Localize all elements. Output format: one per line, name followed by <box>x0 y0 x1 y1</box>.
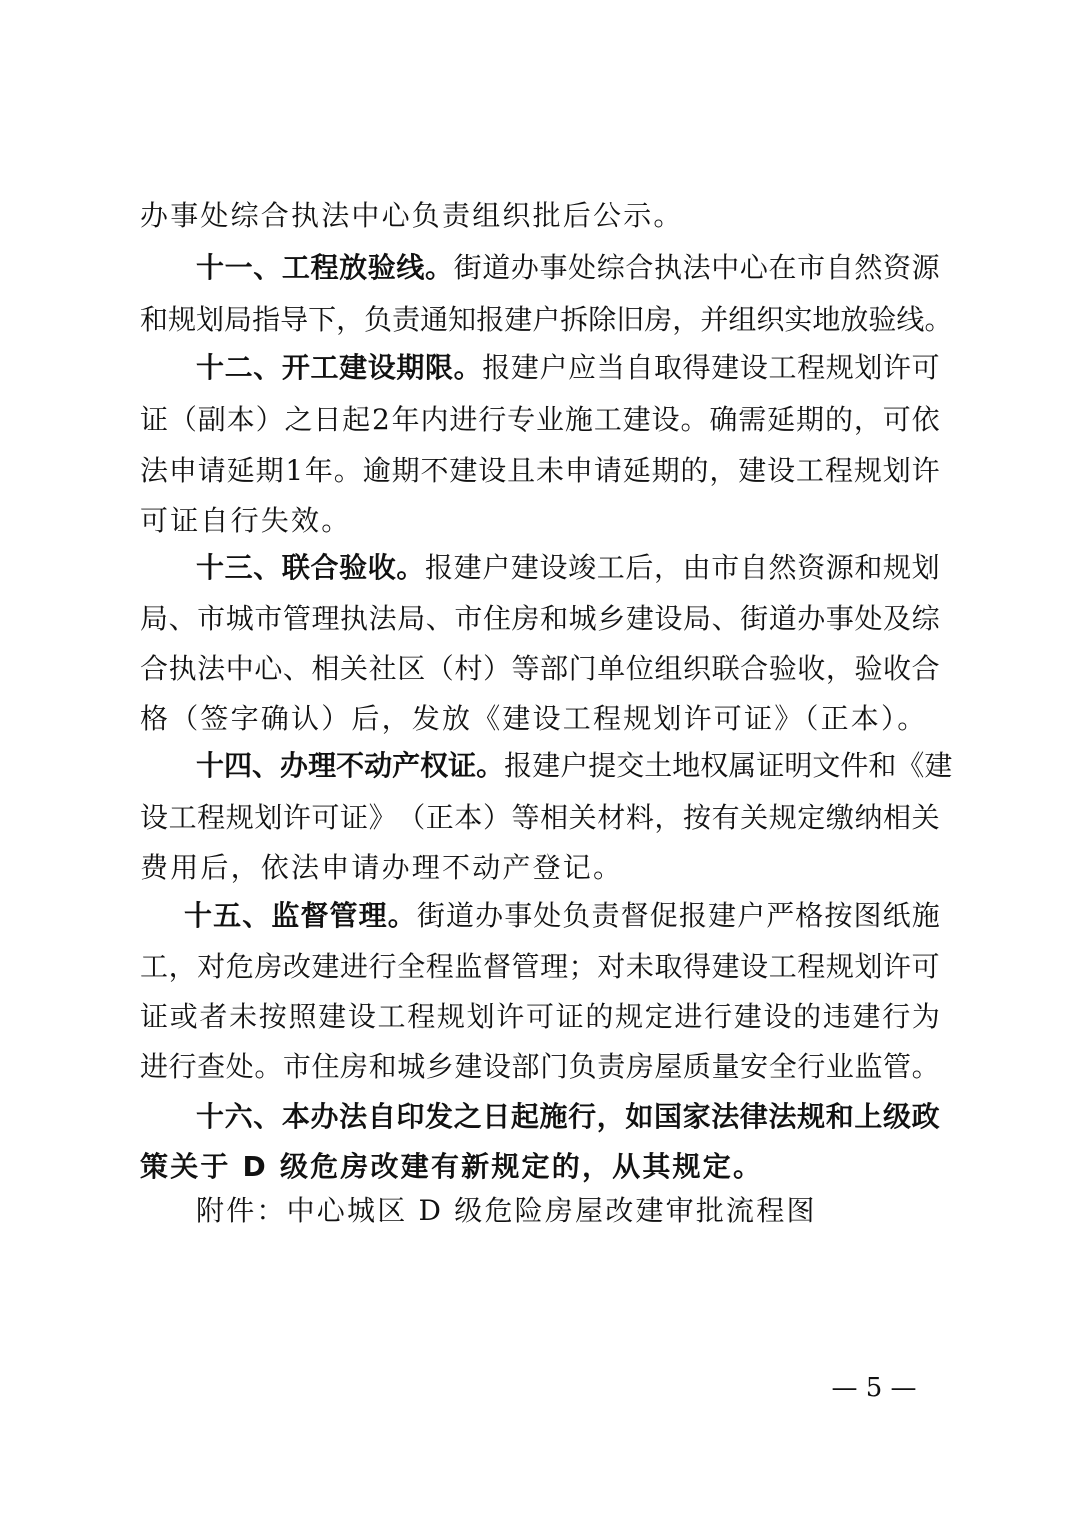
paragraph-text: 格（签字确认）后，发放《建设工程规划许可证》（正本）。 <box>140 702 928 735</box>
paragraph-line: 工 ， 对 危 房 改 建 进 行 全 程 监 督 管 理 ； 对 未 取 得 建 设 工 程 规 划 许 可 <box>140 950 940 983</box>
section-heading: 策关于 D 级危房改建有新规定的，从其规定。 <box>140 1150 764 1183</box>
paragraph-line: 证 或 者 未 按 照 建 设 工 程 规 划 许 可 证 的 规 定 进 行 建 设 的 违 建 行 为 <box>140 1000 940 1033</box>
paragraph-line: 设 工 程 规 划 许 可 证 》 （ 正 本 ） 等 相 关 材 料 ， 按 有 关 规 定 缴 纳 相 关 <box>140 801 940 834</box>
paragraph-line <box>140 842 940 894</box>
paragraph-line: 十 五 、 监 督 管 理 。 街 道 办 事 处 负 责 督 促 报 建 户 严 格 按 图 纸 施 <box>184 899 940 932</box>
paragraph-text: 附件：中心城区 D 级危险房屋改建审批流程图 <box>196 1194 817 1227</box>
paragraph-line: 合 执 法 中 心 、 相 关 社 区 （ 村 ） 等 部 门 单 位 组 织 联 合 验 收 ， 验 收 合 <box>140 652 940 685</box>
paragraph-line: 十 四 、 办 理 不 动 产 权 证 。 报 建 户 提 交 土 地 权 属 证 明 文 件 和 《 建 <box>196 749 953 782</box>
paragraph-line: 证 （ 副 本 ） 之 日 起 2 年 内 进 行 专 业 施 工 建 设 。 确 需 延 期 的 ， 可 依 <box>140 403 940 436</box>
paragraph-line: 法 申 请 延 期 1 年 。 逾 期 不 建 设 且 未 申 请 延 期 的 ， 建 设 工 程 规 划 许 <box>140 454 940 487</box>
paragraph-line: 和 规 划 局 指 导 下 ， 负 责 通 知 报 建 户 拆 除 旧 房 ， 并 组 织 实 地 放 验 线 。 <box>140 303 953 336</box>
paragraph-line <box>196 1185 940 1237</box>
paragraph-line <box>140 495 940 547</box>
paragraph-line: 进 行 查 处 。 市 住 房 和 城 乡 建 设 部 门 负 责 房 屋 质 量 安 全 行 业 监 管 。 <box>140 1050 940 1083</box>
paragraph-line: 十 三 、 联 合 验 收 。 报 建 户 建 设 竣 工 后 ， 由 市 自 然 资 源 和 规 划 <box>196 551 940 584</box>
paragraph-text: 办事处综合执法中心负责组织批后公示。 <box>140 199 684 232</box>
paragraph-line: 局 、 市 城 市 管 理 执 法 局 、 市 住 房 和 城 乡 建 设 局 、 街 道 办 事 处 及 综 <box>140 602 940 635</box>
paragraph-text: 费用后，依法申请办理不动产登记。 <box>140 851 624 884</box>
paragraph-line <box>140 693 940 745</box>
paragraph-line: 十 一 、 工 程 放 验 线 。 街 道 办 事 处 综 合 执 法 中 心 在 市 自 然 资 源 <box>196 251 940 284</box>
paragraph-text: 可证自行失效。 <box>140 504 352 537</box>
paragraph-line <box>140 190 940 242</box>
page-number: — 5 — <box>831 1373 917 1403</box>
paragraph-line: 十 二 、 开 工 建 设 期 限 。 报 建 户 应 当 自 取 得 建 设 工 程 规 划 许 可 <box>196 351 940 384</box>
paragraph-line: 十 六 、 本 办 法 自 印 发 之 日 起 施 行 ， 如 国 家 法 律 法 规 和 上 级 政 <box>196 1100 940 1133</box>
